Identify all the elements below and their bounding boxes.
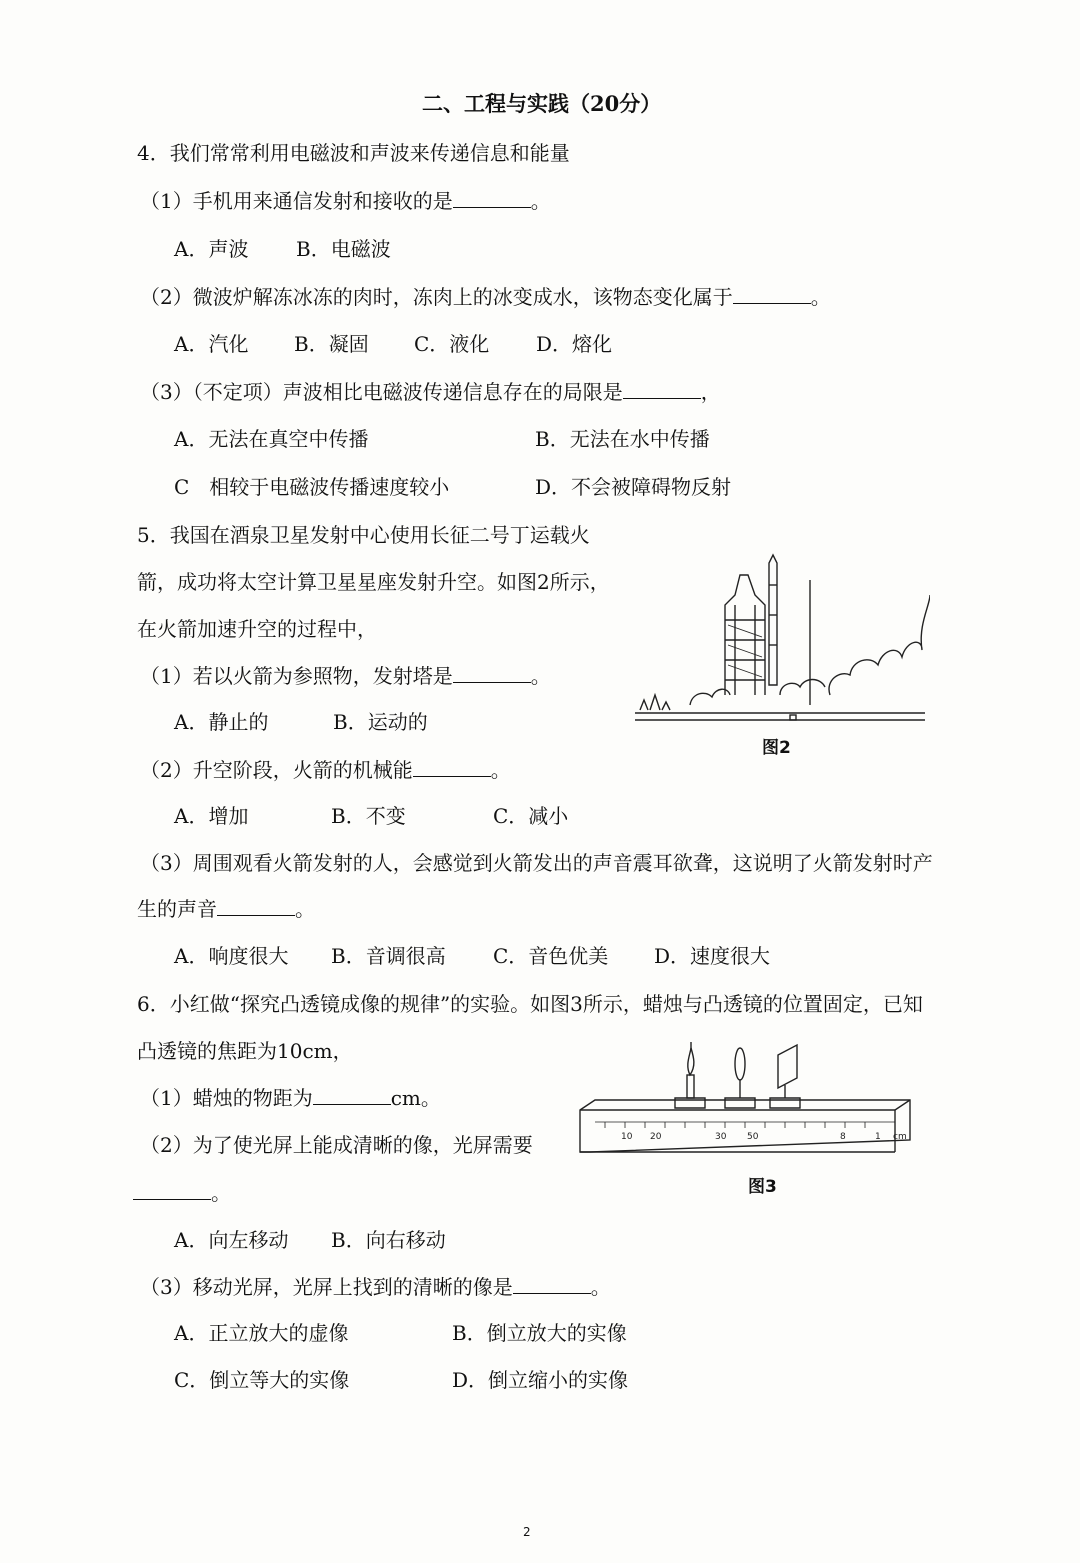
ruler-label-10: 10 — [621, 1132, 633, 1142]
q5-p3-option-a: A．响度很大 — [174, 944, 289, 968]
q6-part1-end: cm。 — [390, 1086, 441, 1110]
optical-bench-figure — [575, 1040, 915, 1160]
q6-part2: （2）为了使光屏上能成清晰的像，光屏需要 — [140, 1133, 533, 1157]
q4-p3-option-a: A．无法在真空中传播 — [174, 427, 369, 451]
q5-part2 — [140, 757, 511, 783]
q4-part1 — [140, 188, 551, 214]
q5-part1-text: （1）若以火箭为参照物，发射塔是 — [140, 664, 453, 688]
answer-blank — [133, 1181, 211, 1200]
q6-part1 — [140, 1085, 441, 1111]
q6-part3-text: （3）移动光屏，光屏上找到的清晰的像是 — [140, 1275, 513, 1299]
q5-part3-end: 。 — [295, 897, 315, 921]
q5-part3-line2 — [137, 896, 315, 922]
q4-part3-text: （3）（不定项）声波相比电磁波传递信息存在的局限是 — [140, 380, 623, 404]
q4-p3-option-b: B．无法在水中传播 — [535, 427, 710, 451]
answer-blank — [453, 189, 531, 208]
q6-part1-text: （1）蜡烛的物距为 — [140, 1086, 313, 1110]
answer-blank — [453, 664, 531, 683]
q4-p1-option-a: A．声波 — [174, 237, 249, 261]
q5-stem-line3: 在火箭加速升空的过程中， — [137, 617, 377, 641]
q5-stem-line1: 5．我国在酒泉卫星发射中心使用长征二号丁运载火 — [137, 523, 590, 547]
q5-p3-option-d: D．速度很大 — [654, 944, 771, 968]
q4-p2-option-d: D．熔化 — [536, 332, 613, 356]
q4-p3-option-d: D．不会被障碍物反射 — [535, 475, 732, 499]
ruler-label-50: 50 — [747, 1132, 759, 1142]
q4-part1-end: 。 — [530, 189, 551, 213]
rocket-launch-figure — [630, 545, 930, 730]
ruler-label-cm: cm — [893, 1132, 907, 1142]
page-number: 2 — [523, 1525, 531, 1539]
q5-part3-line1: （3）周围观看火箭发射的人，会感觉到火箭发出的声音震耳欲聋，这说明了火箭发射时产 — [140, 851, 933, 875]
answer-blank — [623, 380, 701, 399]
q5-part2-end: 。 — [490, 758, 511, 782]
q6-p2-option-b: B．向右移动 — [331, 1228, 446, 1252]
ruler-label-30: 30 — [715, 1132, 727, 1142]
q5-part1-end: 。 — [530, 664, 551, 688]
q5-part2-text: （2）升空阶段，火箭的机械能 — [140, 758, 413, 782]
answer-blank — [217, 897, 295, 916]
answer-blank — [313, 1086, 391, 1105]
q4-part3-end: ， — [700, 380, 721, 404]
q4-part1-text: （1）手机用来通信发射和接收的是 — [140, 189, 453, 213]
q6-part2-end: 。 — [211, 1181, 231, 1205]
q5-part3-text2: 生的声音 — [137, 897, 217, 921]
answer-blank — [513, 1275, 591, 1294]
q6-part3-end: 。 — [590, 1275, 611, 1299]
section-title: 二、工程与实践（20分） — [422, 91, 662, 116]
q5-p2-option-c: C．减小 — [493, 804, 569, 828]
q4-part2-text: （2）微波炉解冻冰冻的肉时，冻肉上的冰变成水，该物态变化属于 — [140, 285, 733, 309]
q5-p1-option-a: A．静止的 — [174, 710, 269, 734]
ruler-label-8: 8 — [840, 1132, 846, 1142]
q4-part2-end: 。 — [810, 285, 831, 309]
q6-part2-blank-line — [133, 1180, 231, 1206]
q5-p3-option-b: B．音调很高 — [331, 944, 446, 968]
q6-p3-option-c: C．倒立等大的实像 — [174, 1368, 350, 1392]
answer-blank — [733, 285, 811, 304]
q5-part1 — [140, 663, 551, 689]
q4-part3 — [140, 379, 721, 405]
q5-p3-option-c: C．音色优美 — [493, 944, 609, 968]
q6-stem-line2: 凸透镜的焦距为10cm， — [137, 1039, 353, 1063]
q6-stem-line1: 6．小红做“探究凸透镜成像的规律”的实验。如图3所示，蜡烛与凸透镜的位置固定，已知 — [137, 992, 923, 1016]
figure-2-caption: 图2 — [762, 738, 791, 758]
q4-p2-option-a: A．汽化 — [174, 332, 249, 356]
q6-p2-option-a: A．向左移动 — [174, 1228, 289, 1252]
q6-p3-option-a: A．正立放大的虚像 — [174, 1321, 349, 1345]
q5-p2-option-a: A．增加 — [174, 804, 249, 828]
q5-p1-option-b: B．运动的 — [333, 710, 428, 734]
q6-p3-option-d: D．倒立缩小的实像 — [452, 1368, 629, 1392]
q4-p2-option-b: B．凝固 — [294, 332, 369, 356]
ruler-label-1: 1 — [875, 1132, 881, 1142]
ruler-label-20: 20 — [650, 1132, 662, 1142]
q5-stem-line2: 箭，成功将太空计算卫星星座发射升空。如图2所示， — [137, 570, 610, 594]
figure-3-caption: 图3 — [748, 1177, 777, 1197]
q4-stem: 4．我们常常利用电磁波和声波来传递信息和能量 — [137, 141, 570, 165]
q4-p3-option-c: C 相较于电磁波传播速度较小 — [174, 475, 450, 499]
q6-p3-option-b: B．倒立放大的实像 — [452, 1321, 627, 1345]
q5-p2-option-b: B．不变 — [331, 804, 406, 828]
answer-blank — [413, 758, 491, 777]
q4-part2 — [140, 284, 831, 310]
q6-part3 — [140, 1274, 611, 1300]
q4-p2-option-c: C．液化 — [414, 332, 490, 356]
q4-p1-option-b: B．电磁波 — [296, 237, 391, 261]
